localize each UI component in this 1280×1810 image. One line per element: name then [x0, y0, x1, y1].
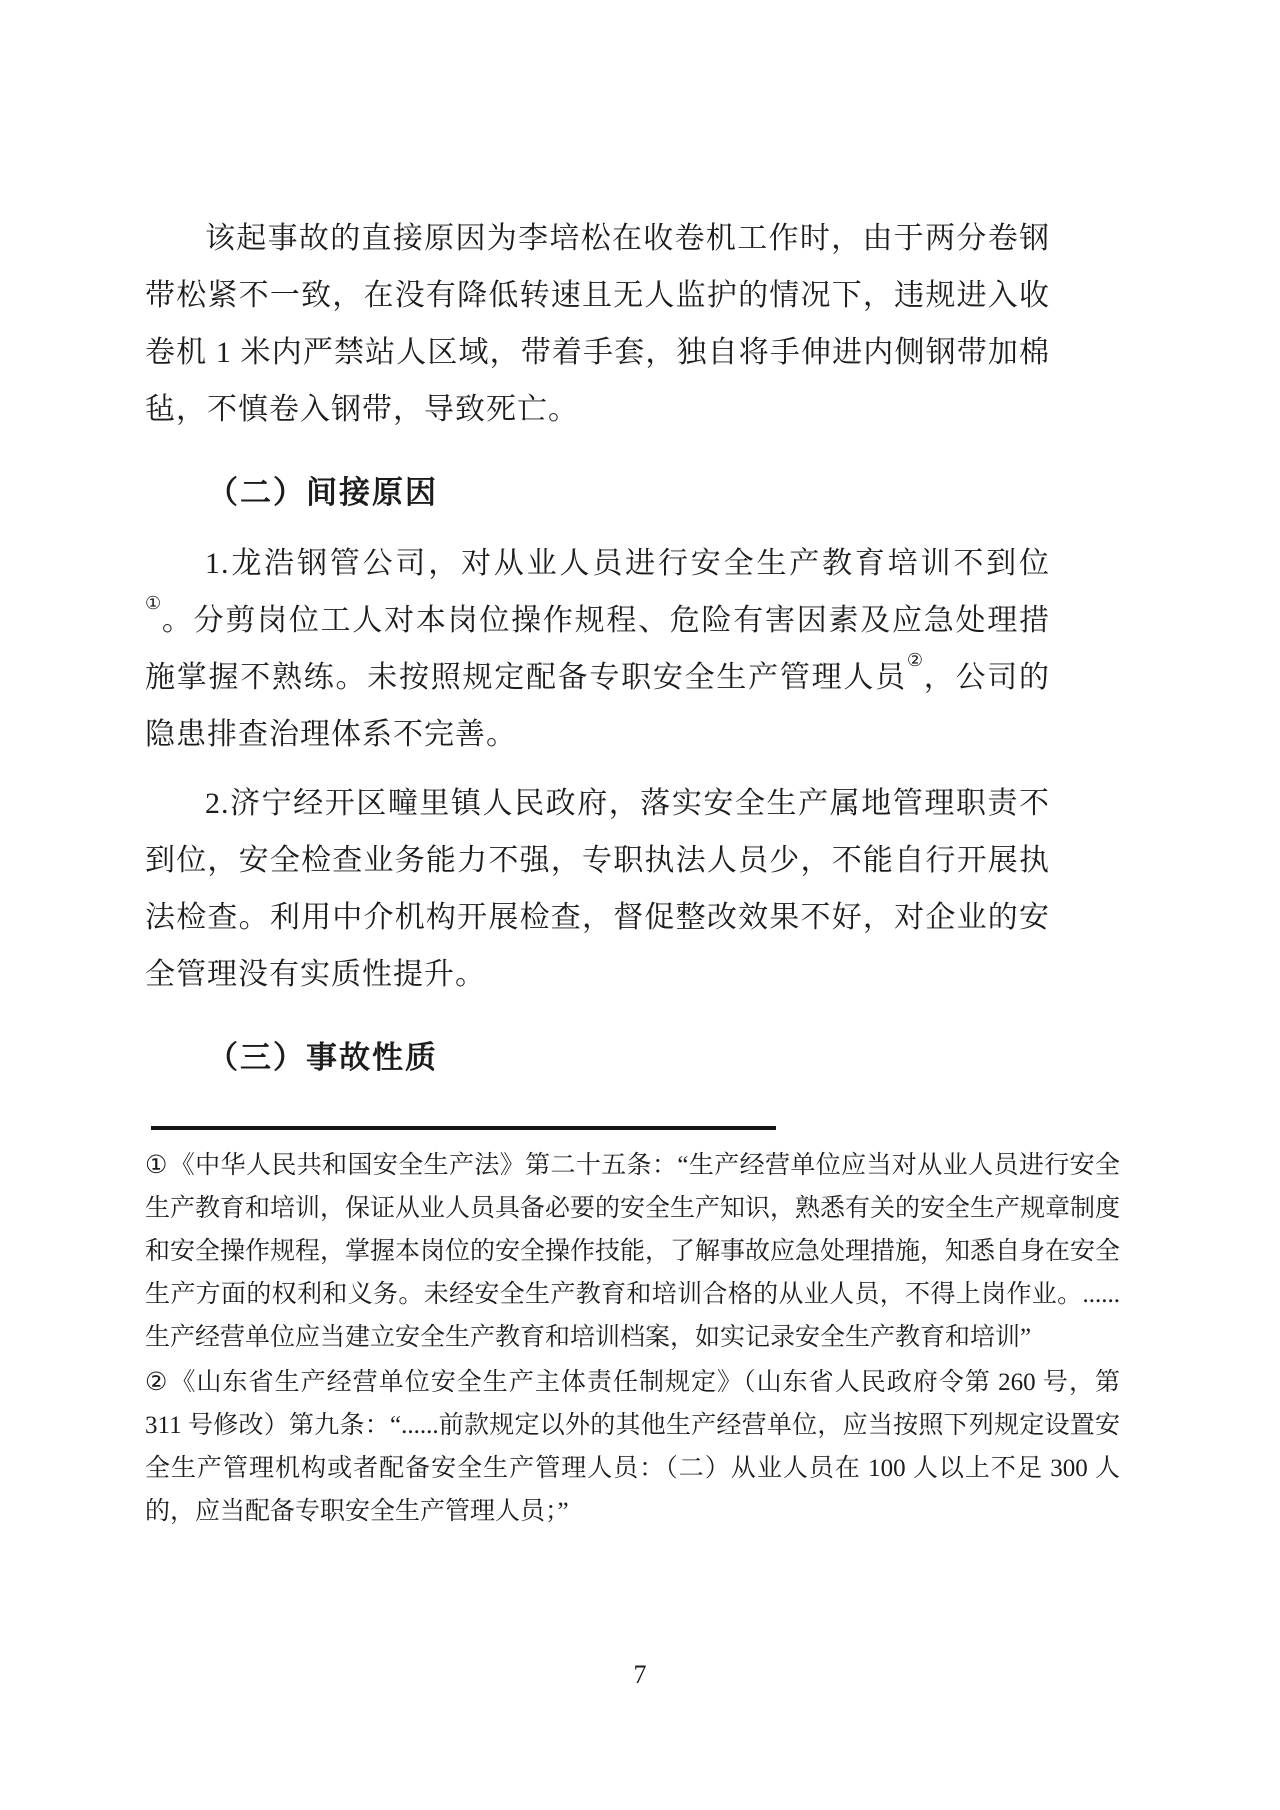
footnote-1 — [145, 1144, 1120, 1359]
footnote-2 — [145, 1361, 1120, 1533]
indirect-cause-1-text-a: 1.龙浩钢管公司，对从业人员进行安全生产教育培训不到位 — [205, 547, 1050, 580]
footnote-ref-1-superscript: ① — [145, 593, 162, 614]
footnote-1-text: 《中华人民共和国安全生产法》第二十五条：“生产经营单位应当对从业人员进行安全生产教育和培训，保证从业人员具备必要的安全生产知识，熟悉有关的安全生产规章制度和安全操作规程，掌握本岗位的安全操作技能，了解事故应急处理措施，知悉自身在安全生产方面的权利和义务。未经安全生产教育和培训合格的从业人员，不得上岗作业。......生产经营单位应当建立安全生产教育和培训档案，如实记录安全生产教育和培训” — [145, 1152, 1121, 1351]
indirect-cause-1-text-b: 。分剪岗位工人对本岗位操作规程、危险有害因素及应急处理措施掌握不熟练。未按照规定配备专职安全生产管理人员 — [145, 604, 1051, 694]
paragraph-direct-cause: 该起事故的直接原因为李培松在收卷机工作时，由于两分卷钢带松紧不一致，在没有降低转速且无人监护的情况下，违规进入收卷机 1 米内严禁站人区域，带着手套，独自将手伸进内侧钢带加棉毡，不慎卷入钢带，导致死亡。 — [145, 222, 1050, 426]
page-content — [145, 210, 1121, 1535]
footnote-ref-2-superscript: ② — [906, 650, 924, 671]
footnote-separator-line — [151, 1126, 776, 1130]
footnote-2-text: 《山东省生产经营单位安全生产主体责任制规定》（山东省人民政府令第 260 号，第 311 号修改）第九条：“......前款规定以外的其他生产经营单位，应当按照下列规定设置安全生产管理机构或者配备安全生产管理人员：（二）从业人员在 100 人以上不足 300 人的，应当配备专职安全生产管理人员；” — [145, 1369, 1120, 1525]
paragraph-indirect-cause-1 — [145, 535, 1050, 763]
footnote-1-marker: ① — [145, 1152, 168, 1179]
page-number: 7 — [633, 1660, 647, 1689]
paragraph-indirect-cause-2: 2.济宁经开区疃里镇人民政府，落实安全生产属地管理职责不到位，安全检查业务能力不强，专职执法人员少，不能自行开展执法检查。利用中介机构开展检查，督促整改效果不好，对企业的安全管理没有实质性提升。 — [145, 787, 1050, 991]
heading-accident-nature: （三）事故性质 — [207, 1040, 438, 1075]
footnotes-section — [145, 1144, 1120, 1533]
indirect-cause-1-text-c: ，公司的隐患排查治理体系不完善。 — [145, 661, 1051, 751]
heading-indirect-causes: （二）间接原因 — [207, 475, 438, 510]
footnote-2-marker: ② — [145, 1369, 169, 1396]
